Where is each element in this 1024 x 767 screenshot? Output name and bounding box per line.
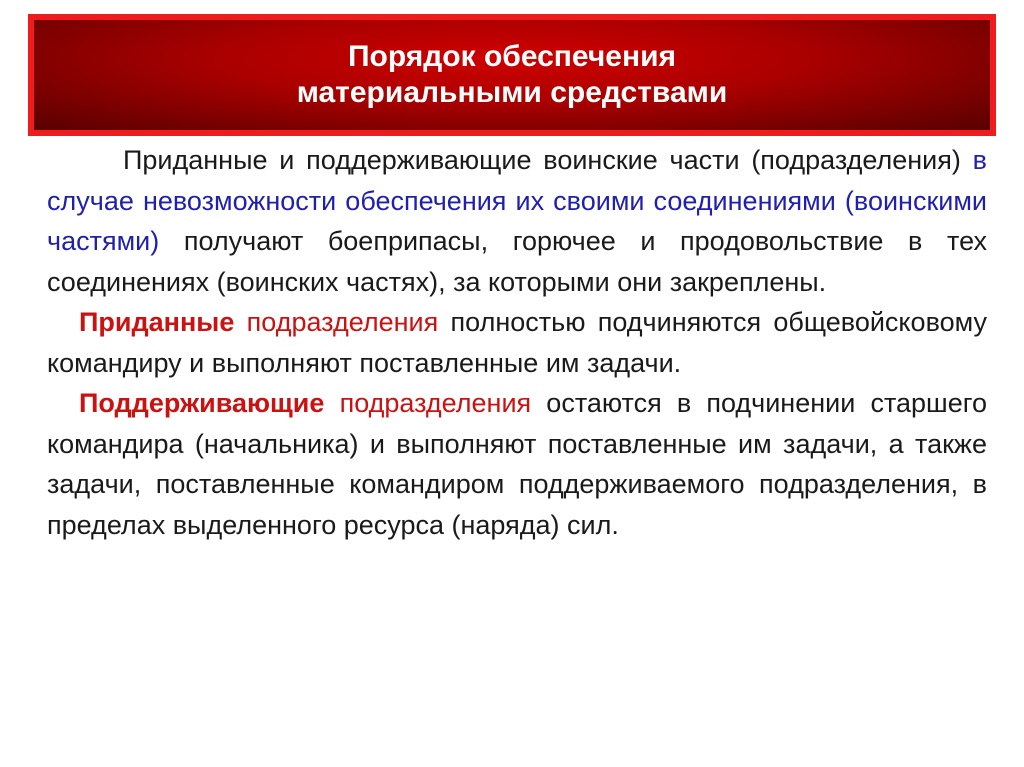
p3-term-tail: подразделения bbox=[324, 388, 532, 418]
title-line-1: Порядок обеспечения bbox=[347, 40, 677, 73]
p3-term: Поддерживающие bbox=[79, 388, 325, 418]
p1-text-c: получают боеприпасы, горючее и продовольствие в тех соединениях (воинских частях), за которыми они закреплены. bbox=[47, 226, 987, 297]
p1-text-a: Приданные и поддерживающие воинские части (подразделения) bbox=[123, 145, 973, 175]
title-banner bbox=[28, 14, 996, 136]
paragraph-attached-units bbox=[47, 302, 987, 383]
p2-text: полностью подчиняются общевойсковому командиру и выполняют поставленные им задачи. bbox=[47, 307, 987, 378]
title-line-2: материальными средствами bbox=[296, 76, 728, 109]
paragraph-supporting-units bbox=[47, 383, 987, 545]
p3-text: остаются в подчинении старшего командира (начальника) и выполняют поставленные им задачи, а также задачи, поставленные командиром поддерживаемого подразделения, в пределах выделенного ресурса (наряда) сил. bbox=[47, 388, 987, 540]
body-text bbox=[47, 140, 987, 545]
paragraph-provisioning bbox=[47, 140, 987, 302]
p2-term-tail: подразделения bbox=[234, 307, 439, 337]
p1-highlight: в случае невозможности обеспечения их своими соединениями (воинскими частями) bbox=[47, 145, 987, 256]
p2-term: Приданные bbox=[79, 307, 235, 337]
